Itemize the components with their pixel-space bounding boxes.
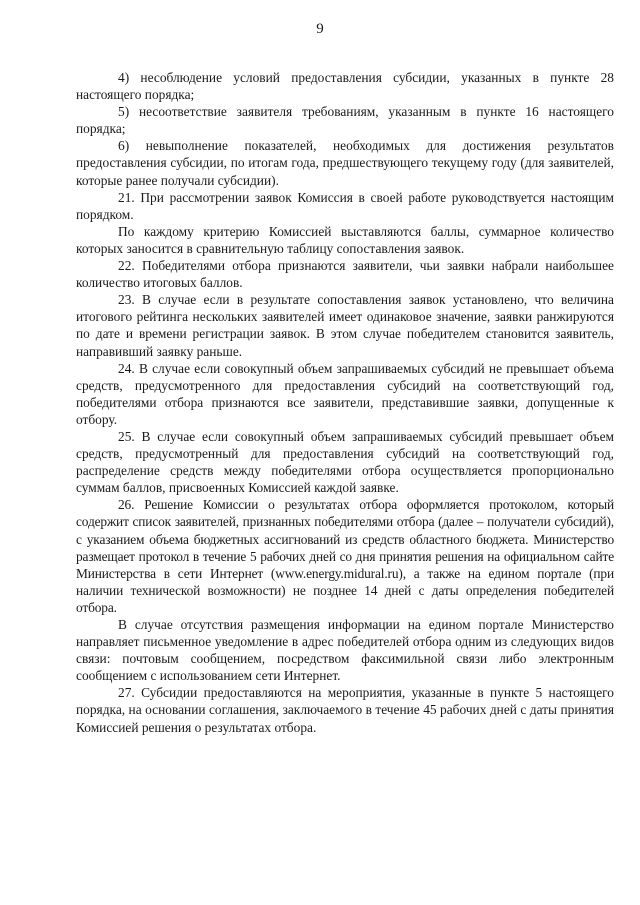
paragraph-clause-22: 22. Победителями отбора признаются заявители, чьи заявки набрали наибольшее количество итоговых баллов.: [76, 258, 614, 291]
paragraph-clause-21: 21. При рассмотрении заявок Комиссия в своей работе руководствуется настоящим порядком.: [76, 189, 614, 222]
page-number: 9: [316, 21, 324, 37]
paragraph-scoring: По каждому критерию Комиссией выставляются баллы, суммарное количество которых заносится в сравнительную таблицу сопоставления заявок.: [76, 223, 614, 256]
paragraph-clause-25: 25. В случае если совокупный объем запрашиваемых субсидий превышает объем средств, предусмотренный для предоставления субсидий на соответствующий год, распределение средств между победителями отбора осуществляется пропорционально суммам баллов, присвоенных Комиссией каждой заявке.: [76, 428, 614, 496]
paragraph-clause-24: 24. В случае если совокупный объем запрашиваемых субсидий не превышает объема средств, предусмотренного для предоставления субсидий на соответствующий год, победителями отбора признаются все заявители, представившие заявки, допущенные к отбору.: [76, 360, 614, 427]
paragraph-item-6: 6) невыполнение показателей, необходимых для достижения результатов предоставления субсидии, по итогам года, предшествующего текущему году (для заявителей, которые ранее получали субсидии).: [76, 138, 614, 188]
paragraph-clause-23: 23. В случае если в результате сопоставления заявок установлено, что величина итогового рейтинга нескольких заявителей имеет одинаковое значение, заявки ранжируются по дате и времени регистрации заявок. В этом случае победителем становится заявитель, направивший заявку раньше.: [76, 292, 614, 359]
paragraph-clause-26: 26. Решение Комиссии о результатах отбора оформляется протоколом, который содержит список заявителей, признанных победителями отбора (далее – получатели субсидий), с указанием объема бюджетных ассигнований из средств областного бюджета. Министерство размещает протокол в течение 5 рабочих дней со дня принятия решения на официальном сайте Министерства в сети Интернет (www.energy.midural.ru), а также на едином портале (при наличии технической возможности) не позднее 14 дней с даты определения победителей отбора.: [76, 497, 614, 615]
paragraph-notification: В случае отсутствия размещения информации на едином портале Министерство направляет письменное уведомление в адрес победителей отбора одним из следующих видов связи: почтовым сообщением, посредством факсимильной связи либо электронным сообщением с использованием сети Интернет.: [76, 617, 614, 684]
paragraph-clause-27: 27. Субсидии предоставляются на мероприятия, указанные в пункте 5 настоящего порядка, на основании соглашения, заключаемого в течение 45 рабочих дней с даты принятия Комиссией решения о результатах отбора.: [76, 685, 614, 735]
document-body: [76, 69, 614, 736]
paragraph-item-5: 5) несоответствие заявителя требованиям, указанным в пункте 16 настоящего порядка;: [76, 104, 614, 137]
paragraph-item-4: 4) несоблюдение условий предоставления субсидии, указанных в пункте 28 настоящего порядка;: [76, 70, 614, 103]
